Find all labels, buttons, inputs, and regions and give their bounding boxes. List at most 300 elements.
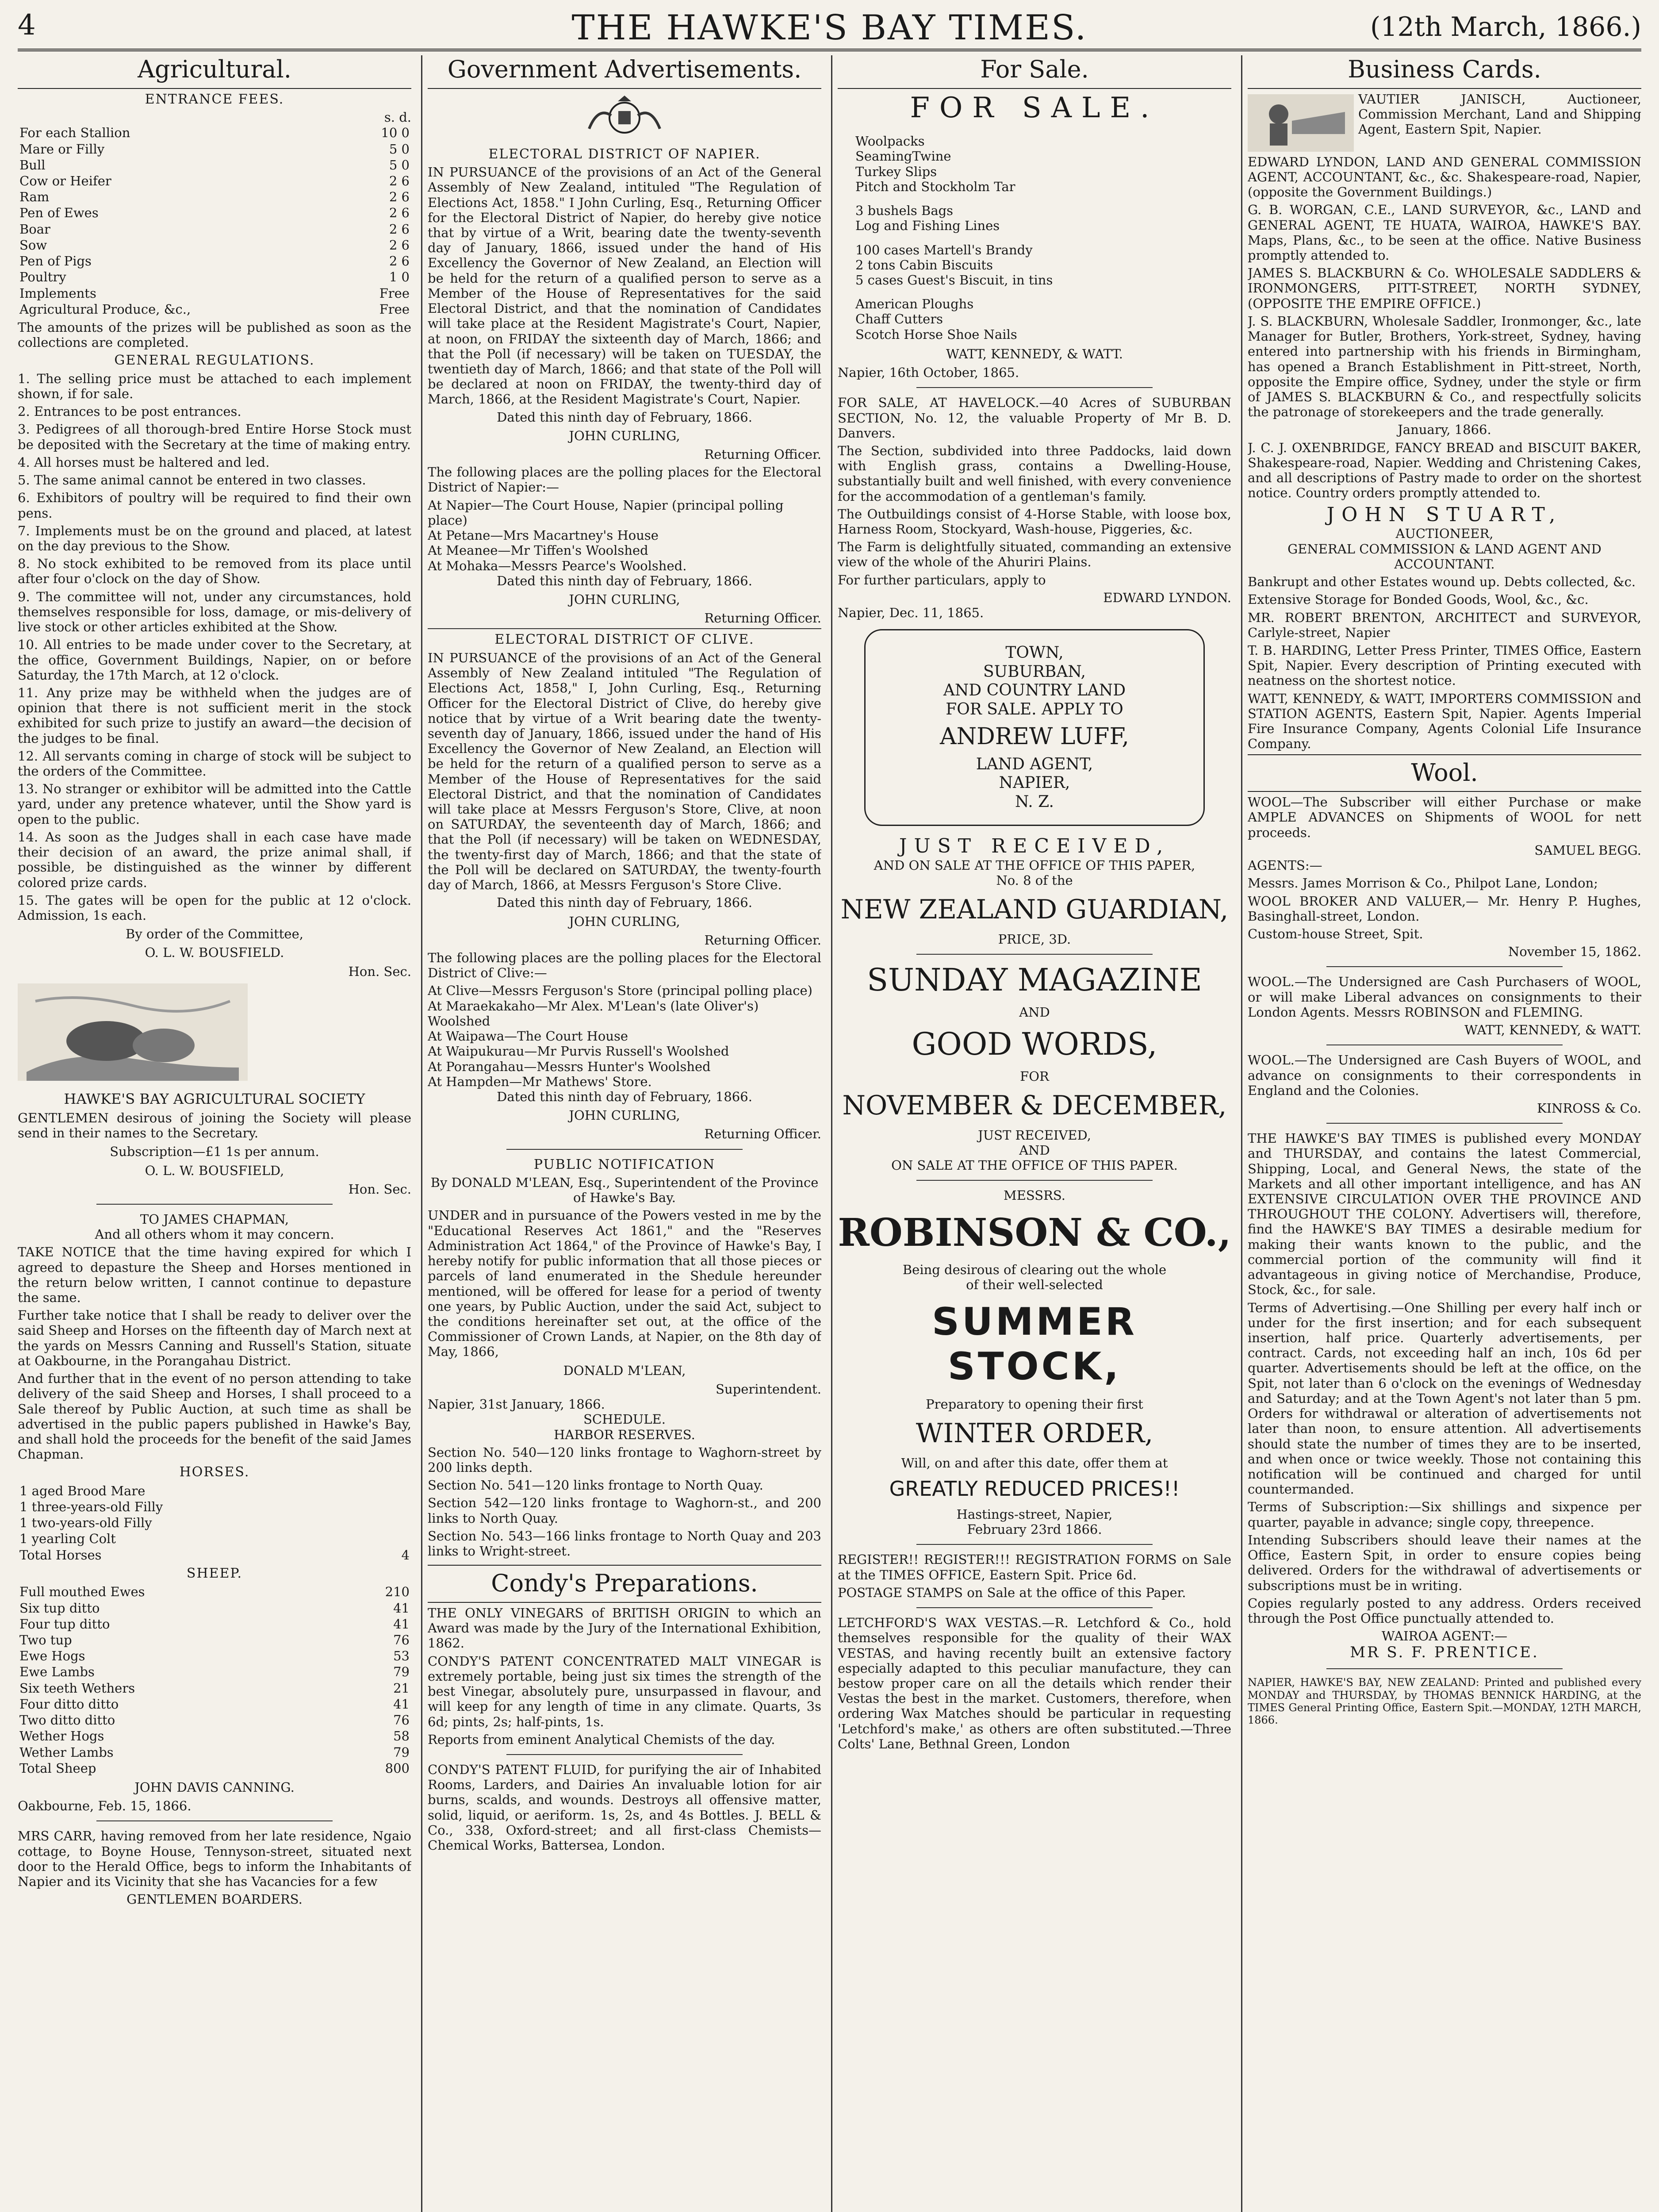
table-row bbox=[18, 1547, 411, 1563]
sheep-table bbox=[18, 1584, 411, 1760]
column-rule bbox=[1241, 55, 1242, 2212]
regulations-list bbox=[18, 371, 411, 923]
signature-name: O. L. W. BOUSFIELD. bbox=[145, 945, 284, 960]
row-value: 41 bbox=[393, 1600, 410, 1616]
row-value: 2 6 bbox=[389, 221, 410, 237]
curling-signature: JOHN CURLING, bbox=[569, 428, 680, 443]
goods-item: 5 cases Guest's Biscuit, in tins bbox=[855, 272, 1053, 288]
condy-text: Reports from eminent Analytical Chemists of the day. bbox=[428, 1732, 775, 1747]
letchford-notice: LETCHFORD'S WAX VESTAS.—R. Letchford & Co., hold themselves responsible for the quality of their WAX VESTAS, and having recently built an extensive factory especially adapted to this peculiar manufacture, they can bestow proper care on all the details which render their Vestas the best in the market. Customers, therefore, when ordering Wax Matches should be particular in requesting 'Letchford's make,' as others are often substituted.—Three Colts' Lane, Bethnal Green, London bbox=[838, 1615, 1231, 1751]
guardian-title: NEW ZEALAND GUARDIAN, bbox=[840, 894, 1229, 926]
goods-item: SeamingTwine bbox=[855, 149, 951, 164]
luff-land-box bbox=[864, 629, 1205, 826]
divider bbox=[506, 1754, 743, 1755]
stuart-role: AUCTIONEER, bbox=[1395, 526, 1494, 541]
chapman-notice: TAKE NOTICE that the time having expired for which I agreed to depasture the Sheep and Horses mentioned in the return below written, I cannot continue to depasture the same. bbox=[18, 1244, 411, 1306]
table-row bbox=[18, 1744, 411, 1760]
polling-place: At Meanee—Mr Tiffen's Woolshed bbox=[428, 543, 648, 558]
goods-list bbox=[855, 242, 1231, 288]
agents-date: November 15, 1862. bbox=[1508, 944, 1641, 960]
table-row bbox=[18, 301, 411, 317]
and-label: AND bbox=[1019, 1004, 1050, 1020]
row-value: 2 6 bbox=[389, 237, 410, 253]
table-row bbox=[18, 1696, 411, 1712]
goods-item: Scotch Horse Shoe Nails bbox=[855, 326, 1017, 342]
regulation-item: 5. The same animal cannot be entered in two classes. bbox=[18, 472, 366, 488]
regulation-item: 12. All servants coming in charge of stock will be subject to the orders of the Committee. bbox=[18, 748, 411, 779]
table-row bbox=[18, 1728, 411, 1744]
table-row bbox=[18, 141, 411, 157]
for-sale-banner: FOR SALE. bbox=[910, 91, 1159, 124]
row-label: Four tup ditto bbox=[19, 1616, 110, 1632]
returning-officer: Returning Officer. bbox=[704, 932, 821, 948]
divider bbox=[96, 1820, 333, 1821]
row-label: Pen of Pigs bbox=[19, 253, 92, 269]
row-label: Agricultural Produce, &c., bbox=[19, 301, 191, 317]
sections-list bbox=[428, 1445, 821, 1559]
napier-places bbox=[428, 498, 821, 573]
goods-item: 2 tons Cabin Biscuits bbox=[855, 257, 993, 273]
regulation-item: 14. As soon as the Judges shall in each case have made their decision of an award, the prize animal shall, if possible, be distinguished as the winner by different colored prize cards. bbox=[18, 829, 411, 890]
divider bbox=[916, 387, 1153, 388]
carr-tail: GENTLEMEN BOARDERS. bbox=[126, 1892, 303, 1907]
robinson-text: Preparatory to opening their first bbox=[926, 1396, 1143, 1412]
divider bbox=[916, 1180, 1153, 1181]
section-heading: Business Cards. bbox=[1248, 55, 1641, 89]
row-value: 58 bbox=[393, 1728, 410, 1744]
goods-list bbox=[855, 203, 1231, 233]
blackburn-card: J. S. BLACKBURN, Wholesale Saddler, Ironmonger, &c., late Manager for Butler, Brothers, York-street, Sydney, having entered into partnership with his friends in Birmingham, has opened a Branch Establishment in Pitt-street, North, opposite the Empire office, Sydney, under the style or firm of JAMES S. BLACKBURN & Co., and respectfully solicits the patronage of storekeepers and the trade generally. bbox=[1248, 313, 1641, 420]
agents-line: Custom-house Street, Spit. bbox=[1248, 926, 1423, 941]
lyndon-date: Napier, Dec. 11, 1865. bbox=[838, 605, 984, 621]
canning-date: Oakbourne, Feb. 15, 1866. bbox=[18, 1798, 192, 1814]
table-row bbox=[18, 1712, 411, 1728]
column-rule bbox=[421, 55, 422, 2212]
regulation-item: 8. No stock exhibited to be removed from its place until after four o'clock on the day of Show. bbox=[18, 556, 411, 587]
condy-text: CONDY'S PATENT CONCENTRATED MALT VINEGAR is extremely portable, being just six times the strength of the best Vinegar, absolutely pure, unsurpassed in flavour, and will keep for any length of time in any climate. Quarts, 3s 6d; pints, 2s; half-pints, 1s. bbox=[428, 1653, 821, 1729]
horses-table bbox=[18, 1483, 411, 1563]
row-label: Six tup ditto bbox=[19, 1600, 100, 1616]
royal-crest-icon bbox=[576, 93, 673, 142]
polling-place: At Petane—Mrs Macartney's House bbox=[428, 528, 659, 543]
table-row bbox=[18, 221, 411, 237]
row-value: 4 bbox=[401, 1547, 410, 1563]
times-notice: Copies regularly posted to any address. Orders received through the Post Office punctually attended to. bbox=[1248, 1595, 1641, 1626]
row-value: 2 6 bbox=[389, 173, 410, 188]
harbor-title: HARBOR RESERVES. bbox=[554, 1427, 695, 1442]
notification-title: PUBLIC NOTIFICATION bbox=[533, 1156, 716, 1172]
row-label: Full mouthed Ewes bbox=[19, 1584, 145, 1600]
divider bbox=[1326, 1123, 1563, 1124]
box-line: ANDREW LUFF, bbox=[940, 723, 1129, 750]
notification-text: UNDER and in pursuance of the Powers vested in me by the "Educational Reserves Act 1861," and the "Reserves Administration Act 1864," of the Province of Hawke's Bay, I hereby notify for public information that all those pieces or parcels of land enumerated in the Shedule hereunder mentioned, will be offered for lease for a period of twenty one years, by Public Auction, under the said Act, subject to the conditions hereinafter set out, at the office of the Commissioner of Crown Lands, at Napier, on the 8th day of May, 1866, bbox=[428, 1208, 821, 1359]
page-columns bbox=[18, 55, 1641, 2212]
table-row bbox=[18, 1632, 411, 1648]
row-value: 76 bbox=[393, 1713, 410, 1728]
row-value bbox=[382, 1483, 411, 1499]
sunday-magazine: SUNDAY MAGAZINE bbox=[867, 962, 1202, 998]
robinson-date: February 23rd 1866. bbox=[967, 1522, 1102, 1537]
table-row bbox=[18, 125, 411, 141]
column-business bbox=[1248, 55, 1641, 2212]
table-row bbox=[18, 1584, 411, 1600]
row-value: 41 bbox=[393, 1696, 410, 1712]
clive-places bbox=[428, 983, 821, 1089]
lyndon-signature: EDWARD LYNDON. bbox=[1103, 590, 1231, 605]
oxenbridge-card: J. C. J. OXENBRIDGE, FANCY BREAD and BISCUIT BAKER, Shakespeare-road, Napier. Wedding and Christening Cakes, and all descriptions of Pastry made to order on the shortest notice. Country orders promptly attended to. bbox=[1248, 440, 1641, 501]
janisch-card: VAUTIER JANISCH, Auctioneer, Commission Merchant, Land and Shipping Agent, Eastern Spit, Napier. bbox=[1358, 91, 1641, 137]
times-notice: Intending Subscribers should leave their names at the Office, Eastern Spit, in order to ensure copies being delivered. Orders for the withdrawal of advertisements or subscriptions must be in writing. bbox=[1248, 1532, 1641, 1593]
fees-title: ENTRANCE FEES. bbox=[145, 91, 284, 107]
order-line: By order of the Committee, bbox=[126, 926, 303, 942]
register-notice: REGISTER!! REGISTER!!! REGISTRATION FORMS on Sale at the TIMES OFFICE, Eastern Spit. Price 6d. bbox=[838, 1552, 1231, 1582]
regulation-item: 2. Entrances to be post entrances. bbox=[18, 404, 241, 419]
condy-heading: Condy's Preparations. bbox=[428, 1565, 821, 1603]
napier-places-intro: The following places are the polling places for the Electoral District of Napier:— bbox=[428, 465, 821, 495]
row-label: Four ditto ditto bbox=[19, 1696, 119, 1712]
clive-notice: IN PURSUANCE of the provisions of an Act of the General Assembly of New Zealand intituled "The Regulation of Elections Act, 1858," I, John Curling, Esq., Returning Officer for the Electoral District of Clive, do hereby give notice that by virtue of a Writ bearing date the twenty-seventh day of January, 1866, issued under the hand of His Excellency the Governor of New Zealand, an Election will be held for the return of a qualified person to serve as a Member of the House of Representatives for the said Electoral District, and that the nomination of Candidates will take place at Messrs Ferguson's Store, Clive, at noon on SATURDAY, the seventeenth day of March, 1866; and that the Poll (if necessary) will be taken on WEDNESDAY, the twenty-first day of March, 1866; and that the state of the Poll will be declared on SATURDAY, the twenty-fourth day of March, 1866, at Messrs Ferguson's Store Clive. bbox=[428, 650, 821, 893]
row-value bbox=[382, 1531, 411, 1547]
row-label: 1 two-years-old Filly bbox=[19, 1515, 152, 1531]
table-row bbox=[18, 1515, 411, 1531]
polling-place: At Porangahau—Messrs Hunter's Woolshed bbox=[428, 1059, 711, 1074]
winter-order: WINTER ORDER, bbox=[916, 1417, 1153, 1449]
society-role: Hon. Sec. bbox=[348, 1181, 411, 1197]
schedule-title: SCHEDULE. bbox=[583, 1412, 666, 1427]
imprint: NAPIER, HAWKE'S BAY, NEW ZEALAND: Printed and published every MONDAY and THURSDAY, by THOMAS BENNICK HARDING, at the TIMES General Printing Office, Eastern Spit.—MONDAY, 12TH MARCH, 1866. bbox=[1248, 1676, 1641, 1727]
table-row bbox=[18, 189, 411, 205]
box-line: AND COUNTRY LAND bbox=[943, 681, 1126, 700]
goods-list bbox=[855, 296, 1231, 342]
row-label: Poultry bbox=[19, 269, 66, 285]
table-row bbox=[18, 269, 411, 285]
condy-text: CONDY'S PATENT FLUID, for purifying the air of Inhabited Rooms, Larders, and Dairies An invaluable lotion for air burns, scalds, and wounds. Destroys all offensive matter, solid, liquid, or aeriform. 1s, 2s, and 4s Bottles. J. BELL & Co., 338, Oxford-street; and all first-class Chemists—Chemical Works, Battersea, London. bbox=[428, 1762, 821, 1853]
row-label: Sow bbox=[19, 237, 47, 253]
row-value: Free bbox=[379, 301, 410, 317]
row-label: Two ditto ditto bbox=[19, 1713, 115, 1728]
table-row bbox=[18, 285, 411, 301]
guardian-price: PRICE, 3D. bbox=[998, 932, 1071, 947]
row-value: 53 bbox=[393, 1648, 410, 1664]
row-value: 2 6 bbox=[389, 253, 410, 269]
row-label: Total Horses bbox=[19, 1547, 102, 1563]
row-label: For each Stallion bbox=[19, 125, 130, 141]
nov-dec: NOVEMBER & DECEMBER, bbox=[842, 1090, 1227, 1121]
goods-item: Turkey Slips bbox=[855, 164, 937, 179]
times-notice: Terms of Subscription:—Six shillings and sixpence per quarter, payable in advance; single copy, threepence. bbox=[1248, 1499, 1641, 1530]
mlean-role: Superintendent. bbox=[716, 1381, 821, 1397]
agents-label: AGENTS:— bbox=[1248, 858, 1322, 873]
row-label: Pen of Ewes bbox=[19, 205, 99, 221]
column-government bbox=[428, 55, 821, 2212]
chapman-notice: And further that in the event of no person attending to take delivery of the said Sheep and Horses, I shall proceed to a Sale thereof by Public Auction, at such time as shall be advertised in the public papers published in Hawke's Bay, and shall hold the proceeds for the benefit of the said James Chapman. bbox=[18, 1371, 411, 1462]
regulation-item: 10. All entries to be made under cover to the Secretary, at the office, Government Buildings, Napier, on or before Saturday, the 17th March, at 12 o'clock. bbox=[18, 637, 411, 683]
summer-stock: SUMMER STOCK, bbox=[932, 1299, 1137, 1389]
row-label: 1 three-years-old Filly bbox=[19, 1499, 163, 1515]
row-label: Implements bbox=[19, 285, 96, 301]
regs-title: GENERAL REGULATIONS. bbox=[114, 353, 315, 369]
divider bbox=[916, 954, 1153, 955]
box-line: N. Z. bbox=[1015, 792, 1054, 811]
row-value: 79 bbox=[393, 1744, 410, 1760]
newspaper-title: THE HAWKE'S BAY TIMES. bbox=[571, 8, 1088, 48]
goods-item: Log and Fishing Lines bbox=[855, 218, 1000, 234]
signature-role: Hon. Sec. bbox=[348, 964, 411, 979]
section-heading: For Sale. bbox=[838, 55, 1231, 89]
box-line: LAND AGENT, bbox=[976, 755, 1093, 773]
column-rule bbox=[831, 55, 832, 2212]
and-label: AND bbox=[1019, 1143, 1050, 1158]
worgan-card: G. B. WORGAN, C.E., LAND SURVEYOR, &c., LAND and GENERAL AGENT, TE HUATA, WAIROA, HAWKE'S BAY. Maps, Plans, &c., to be seen at the office. Native Business promptly attended to. bbox=[1248, 202, 1641, 263]
guardian-no: No. 8 of the bbox=[996, 873, 1073, 888]
sheep-total bbox=[18, 1760, 411, 1776]
just-received: JUST RECEIVED, bbox=[899, 835, 1170, 857]
polling-place: At Mohaka—Messrs Pearce's Woolshed. bbox=[428, 558, 687, 573]
divider bbox=[96, 1204, 333, 1205]
reduced-prices: GREATLY REDUCED PRICES!! bbox=[889, 1476, 1180, 1501]
row-value: 210 bbox=[385, 1584, 410, 1600]
notification-by: By DONALD M'LEAN, Esq., Superintendent of the Province of Hawke's Bay. bbox=[430, 1175, 819, 1206]
row-value: Free bbox=[379, 285, 410, 301]
divider bbox=[1326, 966, 1563, 967]
watt-signature: WATT, KENNEDY, & WATT. bbox=[946, 346, 1123, 361]
row-value: 79 bbox=[393, 1664, 410, 1680]
polling-place: At Maraekakaho—Mr Alex. M'Lean's (late Oliver's) Woolshed bbox=[428, 998, 759, 1029]
good-words: GOOD WORDS, bbox=[912, 1026, 1157, 1063]
begg-signature: SAMUEL BEGG. bbox=[1534, 842, 1641, 858]
wool-heading: Wool. bbox=[1248, 754, 1641, 792]
row-value bbox=[382, 1515, 411, 1531]
polling-place: At Waipukurau—Mr Purvis Russell's Woolshed bbox=[428, 1044, 729, 1059]
row-value: 76 bbox=[393, 1632, 410, 1647]
table-row bbox=[18, 1600, 411, 1616]
row-label: Mare or Filly bbox=[19, 141, 105, 157]
table-row bbox=[18, 1616, 411, 1632]
polling-place: At Clive—Messrs Ferguson's Store (principal polling place) bbox=[428, 983, 812, 998]
sheep-total-label: Total Sheep bbox=[19, 1760, 96, 1776]
postage-notice: POSTAGE STAMPS on Sale at the office of this Paper. bbox=[838, 1585, 1186, 1600]
subscription: Subscription—£1 1s per annum. bbox=[110, 1144, 319, 1160]
row-label: Ewe Hogs bbox=[19, 1648, 85, 1664]
box-line: FOR SALE. APPLY TO bbox=[946, 700, 1123, 718]
returning-officer: Returning Officer. bbox=[704, 611, 821, 626]
divider bbox=[916, 1544, 1153, 1545]
regulation-item: 1. The selling price must be attached to each implement shown, if for sale. bbox=[18, 371, 411, 401]
livestock-engraving-icon bbox=[18, 983, 248, 1081]
agents-line: WOOL BROKER AND VALUER,— Mr. Henry P. Hughes, Basinghall-street, London. bbox=[1248, 893, 1641, 924]
robinson-text: Will, on and after this date, offer them at bbox=[901, 1455, 1168, 1471]
goods-item: 3 bushels Bags bbox=[855, 203, 954, 219]
table-row bbox=[18, 205, 411, 221]
box-line: SUBURBAN, bbox=[983, 662, 1086, 681]
wairoa-agent: WAIROA AGENT:— bbox=[1381, 1628, 1508, 1644]
section-heading: Government Advertisements. bbox=[428, 55, 821, 89]
havelock-notice: The Section, subdivided into three Paddocks, laid down with English grass, contains a Dwelling-House, substantially built and well finished, with every convenience for the accommodation of a gentleman's family. bbox=[838, 443, 1231, 504]
stuart-text: Extensive Storage for Bonded Goods, Wool, &c., &c. bbox=[1248, 592, 1589, 607]
begg-notice: WOOL—The Subscriber will either Purchase or make AMPLE ADVANCES on Shipments of WOOL for nett proceeds. bbox=[1248, 795, 1641, 840]
section-item: Section No. 543—166 links frontage to North Quay and 203 links to Wright-street. bbox=[428, 1528, 821, 1559]
table-row bbox=[18, 1664, 411, 1680]
goods-item: Pitch and Stockholm Tar bbox=[855, 179, 1015, 194]
blackburn-card: JAMES S. BLACKBURN & Co. WHOLESALE SADDLERS & IRONMONGERS, PITT-STREET, NORTH SYDNEY, (OPPOSITE THE EMPIRE OFFICE.) bbox=[1248, 265, 1641, 311]
curling-signature: JOHN CURLING, bbox=[569, 1108, 680, 1123]
returning-officer: Returning Officer. bbox=[704, 1126, 821, 1142]
row-label: Two tup bbox=[19, 1632, 72, 1647]
regulation-item: 4. All horses must be haltered and led. bbox=[18, 454, 270, 470]
society-signature: O. L. W. BOUSFIELD, bbox=[145, 1163, 284, 1178]
box-line: NAPIER, bbox=[999, 774, 1070, 792]
mlean-date: Napier, 31st January, 1866. bbox=[428, 1397, 605, 1412]
page-number: 4 bbox=[18, 9, 36, 42]
agents-line: Messrs. James Morrison & Co., Philpot Lane, London; bbox=[1248, 876, 1598, 891]
canning-signature: JOHN DAVIS CANNING. bbox=[134, 1779, 295, 1795]
robinson-text: of their well-selected bbox=[966, 1277, 1103, 1293]
row-label: 1 yearling Colt bbox=[19, 1531, 116, 1547]
wool-signature: WATT, KENNEDY, & WATT. bbox=[1464, 1022, 1641, 1038]
row-label: Bull bbox=[19, 157, 46, 173]
napier-title: ELECTORAL DISTRICT OF NAPIER. bbox=[488, 146, 761, 162]
goods-item: Chaff Cutters bbox=[855, 311, 943, 327]
section-heading: Agricultural. bbox=[18, 55, 411, 89]
society-text: GENTLEMEN desirous of joining the Society will please send in their names to the Secretary. bbox=[18, 1110, 411, 1141]
fees-note: The amounts of the prizes will be published as soon as the collections are completed. bbox=[18, 319, 411, 350]
fees-table bbox=[18, 125, 411, 317]
regulation-item: 11. Any prize may be withheld when the judges are of opinion that there is not sufficient merit in the stock exhibited for such prize to justify an award—the decision of the judges to be final. bbox=[18, 685, 411, 746]
curling-signature: JOHN CURLING, bbox=[569, 914, 680, 929]
brenton-card: MR. ROBERT BRENTON, ARCHITECT and SURVEYOR, Carlyle-street, Napier bbox=[1248, 610, 1641, 640]
section-item: Section No. 541—120 links frontage to North Quay. bbox=[428, 1478, 763, 1493]
goods-item: 100 cases Martell's Brandy bbox=[855, 242, 1033, 257]
row-label: Ram bbox=[19, 189, 50, 205]
times-notice: Terms of Advertising.—One Shilling per every half inch or under for the first insertion; and for each subsequent insertion, half price. Quarterly advertisements, per contract. Cards, not exceeding half an inch, 10s 6d per quarter. Advertisements should be left at the office, on the Spit, not later than 6 o'clock on the evenings of Wednesday and Saturday; and at the Town Agent's not later than 5 pm. Orders for withdrawal or alteration of advertisements not later than noon, to ensure attention. All advertisements should state the number of times they are to be inserted, and when once or twice weekly. Those not containing this notification will be continued and charged for until countermanded. bbox=[1248, 1300, 1641, 1497]
dated: Dated this ninth day of February, 1866. bbox=[497, 409, 752, 425]
dated: Dated this ninth day of February, 1866. bbox=[497, 573, 752, 588]
wool-notice: WOOL.—The Undersigned are Cash Buyers of WOOL, and advance on consignments to their correspondents in England and the Colonies. bbox=[1248, 1052, 1641, 1098]
regulation-item: 9. The committee will not, under any circumstances, hold themselves responsible for loss, damage, or mis-delivery of live stock or other articles exhibited at the Show. bbox=[18, 589, 411, 635]
box-line: TOWN, bbox=[1005, 644, 1064, 662]
row-value: 41 bbox=[393, 1616, 410, 1632]
received-sub: AND ON SALE AT THE OFFICE OF THIS PAPER, bbox=[874, 857, 1195, 873]
row-label: Wether Lambs bbox=[19, 1744, 114, 1760]
row-value: 10 0 bbox=[381, 125, 410, 141]
stuart-name: JOHN STUART, bbox=[1326, 503, 1563, 526]
regulation-item: 13. No stranger or exhibitor will be admitted into the Cattle yard, under any pretence whatever, until the Show yard is open to the public. bbox=[18, 781, 411, 827]
harding-card: T. B. HARDING, Letter Press Printer, TIMES Office, Eastern Spit, Napier. Every description of Printing executed with neatness on the shortest notice. bbox=[1248, 642, 1641, 688]
robinson-text: Being desirous of clearing out the whole bbox=[902, 1262, 1167, 1278]
section-item: Section No. 540—120 links frontage to Waghorn-street by 200 links depth. bbox=[428, 1444, 821, 1475]
table-row bbox=[18, 253, 411, 269]
times-notice: THE HAWKE'S BAY TIMES is published every MONDAY and THURSDAY, and contains the latest Commercial, Shipping, Local, and General News, the state of the Markets and all other important intelligence, and has AN EXTENSIVE CIRCULATION OVER THE PROVINCE AND THROUGHOUT THE COLONY. Advertisers will, therefore, find the HAWKE'S BAY TIMES a desirable medium for making their wants known to the public, and the commercial portion of the community will find it advantageous in giving notice of Merchandise, Produce, Stock, &c., for sale. bbox=[1248, 1131, 1641, 1298]
carr-notice: MRS CARR, having removed from her late residence, Ngaio cottage, to Boyne House, Tennyson-street, situated next door to the Herald Office, begs to inform the Inhabitants of Napier and its Vicinity that she has Vacancies for a few bbox=[18, 1828, 411, 1889]
table-row bbox=[18, 237, 411, 253]
table-row bbox=[18, 1648, 411, 1664]
watt-date: Napier, 16th October, 1865. bbox=[838, 365, 1019, 380]
row-label: Six teeth Wethers bbox=[19, 1680, 135, 1696]
messrs: MESSRS. bbox=[1004, 1188, 1065, 1203]
table-row bbox=[18, 173, 411, 189]
column-for-sale bbox=[838, 55, 1231, 2212]
wool-signature: KINROSS & Co. bbox=[1537, 1100, 1641, 1116]
divider bbox=[506, 1149, 743, 1150]
stuart-role: GENERAL COMMISSION & LAND AGENT AND ACCOUNTANT. bbox=[1287, 541, 1602, 572]
goods-item: American Ploughs bbox=[855, 296, 974, 312]
condy-text: THE ONLY VINEGARS of BRITISH ORIGIN to which an Award was made by the Jury of the International Exhibition, 1862. bbox=[428, 1605, 821, 1651]
horses-title: HORSES. bbox=[179, 1464, 250, 1480]
returning-officer: Returning Officer. bbox=[704, 447, 821, 462]
chapman-notice: Further take notice that I shall be ready to deliver over the said Sheep and Horses on the fifteenth day of March next at the yards on Messrs Canning and Russell's Station, situate at Oakbourne, in the Porangahau District. bbox=[18, 1308, 411, 1368]
row-value: 1 0 bbox=[389, 269, 410, 285]
polling-place: At Napier—The Court House, Napier (principal polling place) bbox=[428, 497, 784, 528]
for-label: FOR bbox=[1020, 1068, 1049, 1084]
row-value: 21 bbox=[393, 1680, 410, 1696]
polling-place: At Waipawa—The Court House bbox=[428, 1029, 628, 1044]
blackburn-date: January, 1866. bbox=[1398, 422, 1491, 438]
row-label: Boar bbox=[19, 221, 50, 237]
row-value: 5 0 bbox=[389, 141, 410, 157]
fees-unit: s. d. bbox=[384, 110, 411, 125]
sheep-title: SHEEP. bbox=[186, 1565, 243, 1581]
row-label: 1 aged Brood Mare bbox=[19, 1483, 146, 1498]
polling-place: At Hampden—Mr Mathews' Store. bbox=[428, 1074, 652, 1089]
robinson-address: Hastings-street, Napier, bbox=[956, 1507, 1113, 1522]
divider bbox=[1326, 1668, 1563, 1669]
robinson-title: ROBINSON & CO., bbox=[838, 1210, 1231, 1255]
havelock-notice: The Outbuildings consist of 4-Horse Stable, with loose box, Harness Room, Stockyard, Wash-house, Piggeries, &c. bbox=[838, 506, 1231, 537]
clive-places-intro: The following places are the polling places for the Electoral District of Clive:— bbox=[428, 950, 821, 981]
mlean-signature: DONALD M'LEAN, bbox=[563, 1363, 686, 1378]
row-value: 2 6 bbox=[389, 205, 410, 221]
clive-title: ELECTORAL DISTRICT OF CLIVE. bbox=[428, 628, 821, 647]
row-label: Ewe Lambs bbox=[19, 1664, 95, 1680]
row-label: Wether Hogs bbox=[19, 1728, 104, 1744]
regulation-item: 7. Implements must be on the ground and placed, at latest on the day previous to the Show. bbox=[18, 523, 411, 553]
curling-signature: JOHN CURLING, bbox=[569, 592, 680, 607]
napier-notice: IN PURSUANCE of the provisions of an Act of the General Assembly of New Zealand, intituled "The Regulation of Elections Act, 1858." I John Curling, Esq., Returning Officer for the Electoral District of Napier, do hereby give notice that by virtue of a Writ, bearing date the twenty-seventh day of January, 1866, issued under the hand of His Excellency the Governor of New Zealand, an Election will be held for the return of a qualified person to serve as a Member of the House of Representatives for the said Electoral District, and that the nomination of Candidates will take place at the Resident Magistrate's Court, Napier, at noon, on FRIDAY the sixteenth day of March, 1866; and that the Poll (if necessary) will be taken on TUESDAY, the twentieth day of March, 1866; and that state of the Poll will be declared at noon on FRIDAY, the twenty-third day of March, 1866, at the Resident Magistrate's Court, Napier. bbox=[428, 165, 821, 407]
regulation-item: 15. The gates will be open for the public at 12 o'clock. Admission, 1s each. bbox=[18, 892, 411, 923]
regulation-item: 3. Pedigrees of all thorough-bred Entire Horse Stock must be deposited with the Secretary at the time of making entry. bbox=[18, 422, 411, 452]
prentice: MR S. F. PRENTICE. bbox=[1350, 1644, 1539, 1662]
masthead bbox=[18, 4, 1641, 51]
row-value bbox=[382, 1499, 411, 1515]
sheep-total-value: 800 bbox=[385, 1760, 410, 1776]
wool-notice: WOOL.—The Undersigned are Cash Purchasers of WOOL, or will make Liberal advances on consignments to their London Agents. Messrs ROBINSON and FLEMING. bbox=[1248, 974, 1641, 1020]
goods-list bbox=[855, 134, 1231, 194]
auctioneer-engraving-icon bbox=[1248, 94, 1354, 152]
divider bbox=[916, 1607, 1153, 1608]
regulation-item: 6. Exhibitors of poultry will be required to find their own pens. bbox=[18, 490, 411, 521]
column-agricultural bbox=[18, 55, 411, 2212]
goods-item: Woolpacks bbox=[855, 134, 925, 149]
table-row bbox=[18, 1531, 411, 1547]
table-row bbox=[18, 1680, 411, 1696]
dated: Dated this ninth day of February, 1866. bbox=[497, 895, 752, 910]
havelock-notice: For further particulars, apply to bbox=[838, 572, 1046, 588]
row-label: Cow or Heifer bbox=[19, 173, 111, 188]
table-row bbox=[18, 1499, 411, 1515]
just-received-2: JUST RECEIVED, bbox=[978, 1127, 1091, 1143]
wkw-card: WATT, KENNEDY, & WATT, IMPORTERS COMMISSION and STATION AGENTS, Eastern Spit, Napier. Agents Imperial Fire Insurance Company, Agents Colonial Life Insurance Company. bbox=[1248, 691, 1641, 752]
table-row bbox=[18, 1483, 411, 1499]
dated: Dated this ninth day of February, 1866. bbox=[497, 1089, 752, 1104]
table-row bbox=[18, 157, 411, 173]
stuart-text: Bankrupt and other Estates wound up. Debts collected, &c. bbox=[1248, 574, 1636, 590]
chapman-and: And all others whom it may concern. bbox=[95, 1227, 334, 1242]
society-title: HAWKE'S BAY AGRICULTURAL SOCIETY bbox=[64, 1091, 365, 1108]
section-item: Section 542—120 links frontage to Waghorn-st., and 200 links to North Quay. bbox=[428, 1495, 821, 1526]
chapman-to: TO JAMES CHAPMAN, bbox=[140, 1211, 289, 1227]
lyndon-card: EDWARD LYNDON, LAND AND GENERAL COMMISSION AGENT, ACCOUNTANT, &c., &c. Shakespeare-road, Napier, (opposite the Government Buildings.) bbox=[1248, 154, 1641, 200]
row-value: 5 0 bbox=[389, 157, 410, 173]
